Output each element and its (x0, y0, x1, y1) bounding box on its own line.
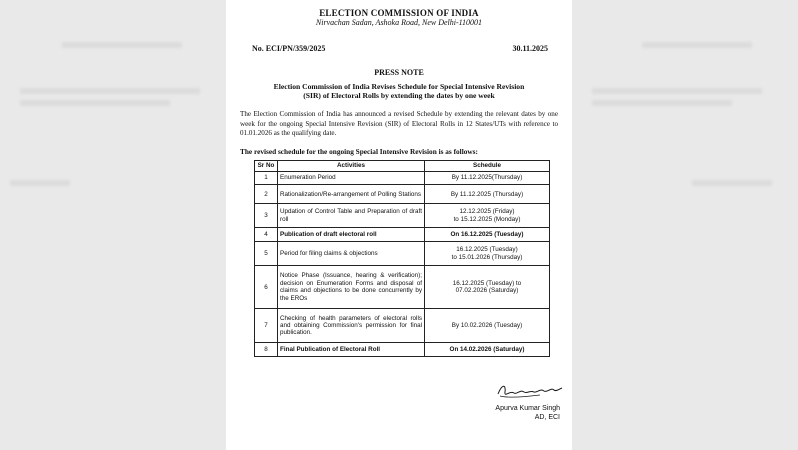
schedule-line: On 14.02.2026 (Saturday) (449, 345, 525, 353)
revised-schedule-table (254, 160, 550, 357)
press-note-label: PRESS NOTE (374, 68, 424, 77)
press-note-page (226, 0, 572, 450)
row-sr-no: 3 (255, 204, 278, 228)
schedule-line: 12.12.2025 (Friday) (459, 208, 515, 216)
reference-number: No. ECI/PN/359/2025 (252, 44, 326, 53)
press-note-headline (246, 82, 552, 101)
row-sr-no: 2 (255, 184, 278, 203)
row-sr-no: 1 (255, 172, 278, 185)
schedule-line: 16.12.2025 (Tuesday) (456, 246, 518, 254)
row-activity: Notice Phase (Issuance, hearing & verification); decision on Enumeration Forms and disposal of claims and objections to be done concurrently by the EROs (278, 266, 425, 309)
schedule-line: 07.02.2026 (Saturday) (455, 287, 519, 295)
column-header-sr-no: Sr No (255, 161, 278, 172)
schedule-line: to 15.01.2026 (Thursday) (451, 253, 523, 261)
row-schedule (425, 228, 550, 242)
row-schedule (425, 204, 550, 228)
row-activity: Updation of Control Table and Preparation of draft roll (278, 204, 425, 228)
row-schedule (425, 342, 550, 356)
table-row (255, 204, 550, 228)
table-row (255, 309, 550, 343)
blurred-background-right (572, 0, 798, 450)
row-schedule (425, 172, 550, 185)
signatory-designation: AD, ECI (534, 414, 560, 421)
organization-name: ELECTION COMMISSION OF INDIA (319, 8, 479, 18)
row-schedule (425, 242, 550, 266)
signatory-block (495, 404, 560, 422)
table-row (255, 228, 550, 242)
table-header-row (255, 161, 550, 172)
table-intro: The revised schedule for the ongoing Special Intensive Revision is as follows: (240, 147, 478, 156)
organization-address: Nirvachan Sadan, Ashoka Road, New Delhi-110001 (315, 18, 483, 27)
row-activity: Publication of draft electoral roll (278, 228, 425, 242)
schedule-line: By 11.12.2025 (Thursday) (450, 190, 524, 198)
body-paragraph: The Election Commission of India has announced a revised Schedule by extending the relevant dates by one week for the ongoing Special Intensive Revision (SIR) of Electoral Rolls in 12 States/UTs with reference to 01.01.2026 as the qualifying date. (240, 110, 558, 138)
row-activity: Checking of health parameters of electoral rolls and obtaining Commission's permission for final publication. (278, 309, 425, 343)
row-sr-no: 4 (255, 228, 278, 242)
row-sr-no: 7 (255, 309, 278, 343)
column-header-activities: Activities (278, 161, 425, 172)
headline-line-1: Election Commission of India Revises Schedule for Special Intensive Revision (273, 82, 525, 91)
blurred-background-left (0, 0, 226, 450)
row-sr-no: 5 (255, 242, 278, 266)
headline-line-2: (SIR) of Electoral Rolls by extending the dates by one week (303, 91, 495, 101)
schedule-line: By 11.12.2025(Thursday) (451, 174, 523, 182)
row-sr-no: 8 (255, 342, 278, 356)
schedule-line: to 15.12.2025 (Monday) (453, 215, 521, 223)
schedule-line: 16.12.2025 (Tuesday) to (452, 279, 522, 287)
table-row (255, 342, 550, 356)
handwritten-signature (494, 380, 564, 402)
schedule-line: By 10.02.2026 (Tuesday) (451, 321, 523, 329)
row-schedule (425, 266, 550, 309)
row-activity: Enumeration Period (278, 172, 425, 185)
table-row (255, 184, 550, 203)
table-row (255, 172, 550, 185)
row-activity: Final Publication of Electoral Roll (278, 342, 425, 356)
schedule-line: On 16.12.2025 (Tuesday) (450, 231, 524, 239)
row-activity: Period for filing claims & objections (278, 242, 425, 266)
table-row (255, 242, 550, 266)
table-row (255, 266, 550, 309)
signatory-name: Apurva Kumar Singh (495, 405, 560, 412)
row-sr-no: 6 (255, 266, 278, 309)
row-activity: Rationalization/Re-arrangement of Polling Stations (278, 184, 425, 203)
document-date: 30.11.2025 (512, 44, 548, 53)
row-schedule (425, 309, 550, 343)
row-schedule (425, 184, 550, 203)
column-header-schedule: Schedule (425, 161, 550, 172)
